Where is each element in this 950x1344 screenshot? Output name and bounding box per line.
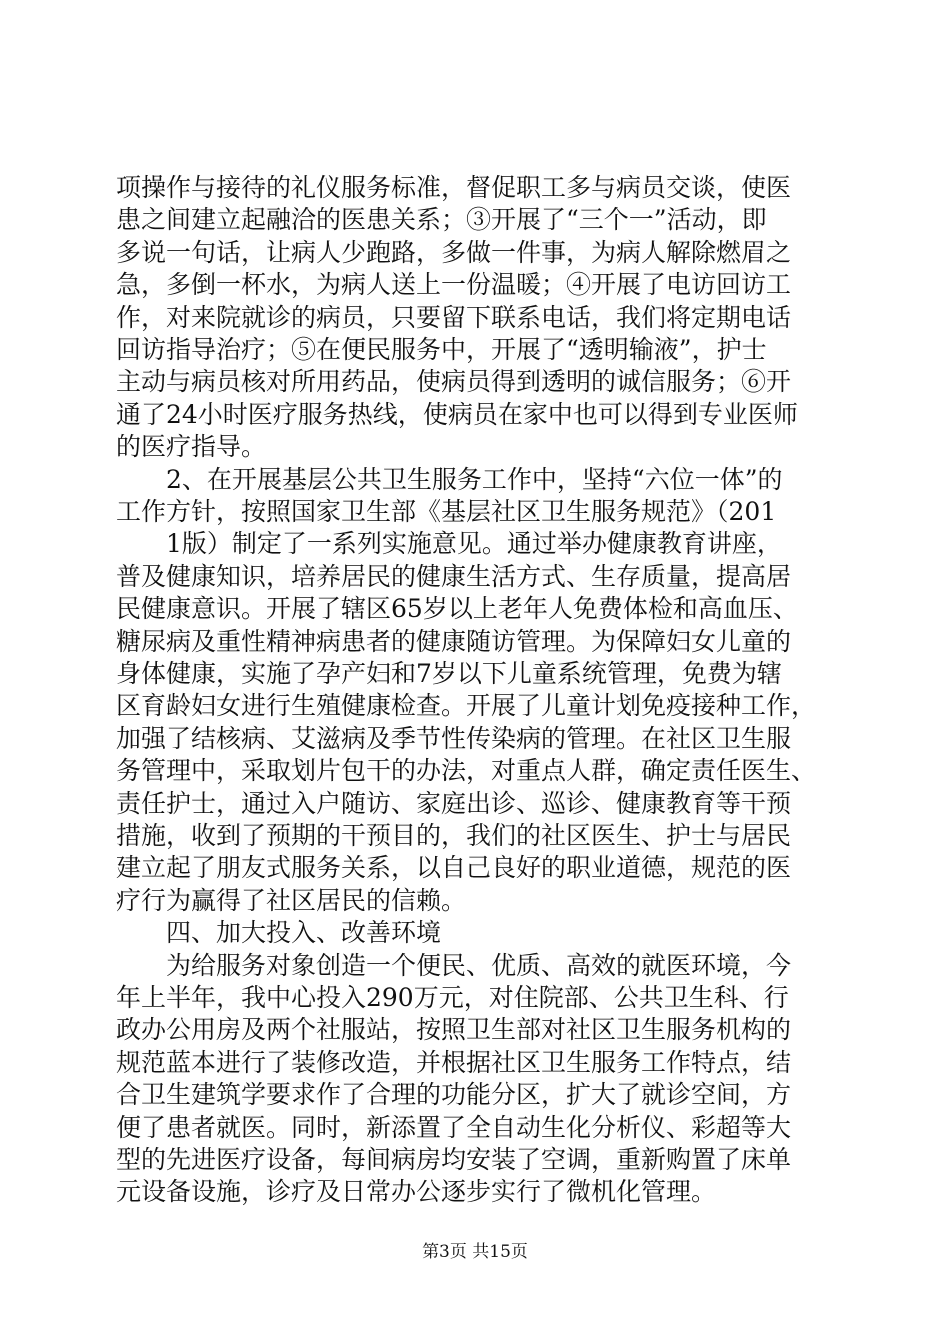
- text-line: 政办公用房及两个社服站，按照卫生部对社区卫生服务机构的: [116, 1015, 792, 1045]
- text-line: 疗行为赢得了社区居民的信赖。: [116, 885, 467, 915]
- text-line: 2、在开展基层公共卫生服务工作中，坚持“六位一体”的: [116, 464, 783, 494]
- text-line: 区育龄妇女进行生殖健康检查。开展了儿童计划免疫接种工作，: [116, 691, 817, 721]
- text-line: 糖尿病及重性精神病患者的健康随访管理。为保障妇女儿童的: [116, 626, 792, 656]
- text-line: 的医疗指导。: [116, 432, 267, 462]
- text-line: 民健康意识。开展了辖区65岁以上老年人免费体检和高血压、: [116, 594, 798, 624]
- text-line: 普及健康知识，培养居民的健康生活方式、生存质量，提高居: [116, 561, 792, 591]
- text-line: 急，多倒一杯水，为病人送上一份温暖；④开展了电访回访工: [116, 270, 792, 300]
- text-line: 便了患者就医。同时，新添置了全自动生化分析仪、彩超等大: [116, 1112, 792, 1142]
- text-line: 年上半年，我中心投入290万元，对住院部、公共卫生科、行: [116, 983, 789, 1012]
- text-line: 型的先进医疗设备，每间病房均安装了空调，重新购置了床单: [116, 1145, 792, 1174]
- text-line: 合卫生建筑学要求作了合理的功能分区，扩大了就诊空间，方: [116, 1080, 792, 1110]
- text-line: 作，对来院就诊的病员，只要留下联系电话，我们将定期电话: [116, 302, 792, 332]
- text-line: 工作方针，按照国家卫生部《基层社区卫生服务规范》（201: [116, 497, 777, 526]
- page-footer: 第3页 共15页: [422, 1242, 528, 1262]
- text-line: 规范蓝本进行了装修改造，并根据社区卫生服务工作特点，结: [116, 1047, 792, 1077]
- text-line: 主动与病员核对所用药品，使病员得到透明的诚信服务；⑥开: [116, 367, 792, 397]
- text-line: 元设备设施，诊疗及日常办公逐步实行了微机化管理。: [116, 1177, 717, 1207]
- text-line: 为给服务对象创造一个便民、优质、高效的就医环境，今: [116, 950, 792, 980]
- section-heading: 四、加大投入、改善环境: [116, 918, 442, 948]
- text-line: 多说一句话，让病人少跑路，多做一件事，为病人解除燃眉之: [116, 237, 792, 267]
- text-line: 措施，收到了预期的干预目的，我们的社区医生、护士与居民: [116, 821, 792, 850]
- text-line: 项操作与接待的礼仪服务标准，督促职工多与病员交谈，使医: [116, 173, 792, 202]
- text-line: 患之间建立起融洽的医患关系；③开展了“三个一”活动，即: [116, 205, 767, 235]
- text-line: 务管理中，采取划片包干的办法，对重点人群，确定责任医生、: [116, 756, 817, 786]
- text-line: 身体健康，实施了孕产妇和7岁以下儿童系统管理，免费为辖: [116, 659, 782, 688]
- text-line: 建立起了朋友式服务关系，以自己良好的职业道德，规范的医: [116, 853, 792, 883]
- text-line: 回访指导治疗；⑤在便民服务中，开展了“透明输液”，护士: [116, 335, 767, 364]
- text-line: 责任护士，通过入户随访、家庭出诊、巡诊、健康教育等干预: [116, 788, 792, 818]
- text-line: 通了24小时医疗服务热线，使病员在家中也可以得到专业医师: [116, 399, 798, 429]
- text-line: 加强了结核病、艾滋病及季节性传染病的管理。在社区卫生服: [116, 723, 792, 753]
- text-line: 1版）制定了一系列实施意见。通过举办健康教育讲座，: [116, 529, 782, 559]
